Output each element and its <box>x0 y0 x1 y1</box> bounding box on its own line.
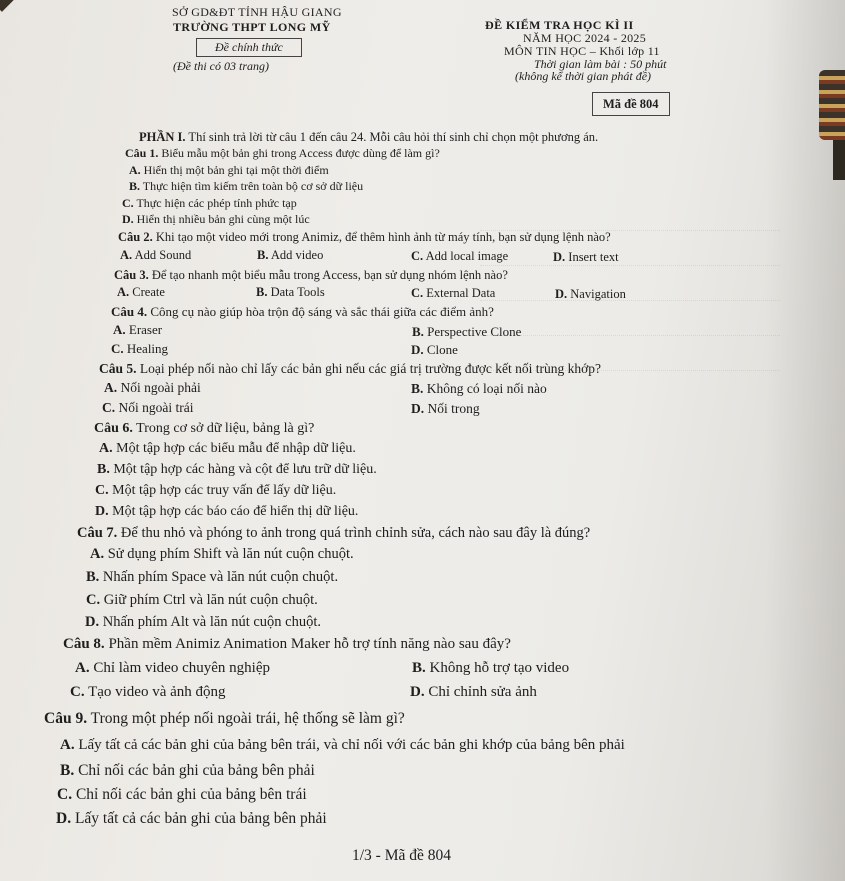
option-label: C. <box>57 786 73 803</box>
q6-option-d <box>95 504 358 520</box>
q3-option-b <box>256 285 325 300</box>
option-text: Một tập hợp các truy vấn để lấy dữ liệu. <box>108 483 337 498</box>
option-label: C. <box>70 684 85 700</box>
question-label: Câu 5. <box>99 361 137 376</box>
option-text: Chỉ làm video chuyên nghiệp <box>89 660 270 676</box>
option-text: Thực hiện tìm kiếm trên toàn bộ cơ sở dữ liệu <box>140 179 364 193</box>
q7-option-c <box>86 592 318 609</box>
option-label: D. <box>85 614 100 630</box>
background-object <box>819 70 845 140</box>
option-label: A. <box>120 248 133 262</box>
duration: Thời gian làm bài : 50 phút <box>534 57 667 71</box>
option-text: Tạo video và ảnh động <box>84 684 226 700</box>
question-label: Câu 1. <box>125 146 159 160</box>
q1-option-c <box>122 196 297 211</box>
q5-option-c <box>102 400 193 416</box>
question-7 <box>77 525 590 542</box>
school-year: NĂM HỌC 2024 - 2025 <box>523 31 647 45</box>
option-text: Lấy tất cả các bản ghi của bảng bên trái, và chỉ nối với các bản ghi khớp của bảng bên phải <box>74 737 625 753</box>
option-text: Một tập hợp các hàng và cột để lưu trữ dữ liệu. <box>109 462 377 477</box>
question-label: Câu 8. <box>63 636 105 652</box>
option-label: D. <box>411 342 424 357</box>
question-text: Phần mềm Animiz Animation Maker hỗ trợ tính năng nào sau đây? <box>104 636 511 652</box>
question-text: Trong một phép nối ngoài trái, hệ thống sẽ làm gì? <box>87 710 405 727</box>
option-label: B. <box>411 381 424 396</box>
option-label: A. <box>113 322 126 337</box>
option-label: C. <box>122 196 134 210</box>
option-label: D. <box>56 810 72 827</box>
q3-option-d <box>555 287 626 302</box>
question-text: Biểu mẫu một bản ghi trong Access được dùng để làm gì? <box>158 146 440 160</box>
option-text: Insert text <box>565 250 619 264</box>
option-label: C. <box>411 249 424 263</box>
option-text: External Data <box>423 286 496 300</box>
bleed-through-texture <box>480 218 780 438</box>
option-label: D. <box>95 504 109 519</box>
option-text: Nhấn phím Alt và lăn nút cuộn chuột. <box>99 614 322 630</box>
question-5 <box>99 361 601 377</box>
question-1 <box>125 146 440 161</box>
option-text: Clone <box>423 342 458 357</box>
option-text: Create <box>129 285 165 299</box>
question-text: Khi tạo một video mới trong Animiz, để thêm hình ảnh từ máy tính, bạn sử dụng lệnh nào? <box>152 230 611 244</box>
option-label: D. <box>411 401 425 416</box>
q5-option-a <box>104 380 201 396</box>
q8-option-b <box>412 660 569 677</box>
option-text: Chỉ chỉnh sửa ảnh <box>424 684 537 700</box>
option-label: A. <box>99 441 113 456</box>
option-text: Thực hiện các phép tính phức tạp <box>133 196 297 210</box>
q2-option-d <box>553 250 619 265</box>
option-text: Nối trong <box>424 401 480 416</box>
duration-note: (không kể thời gian phát đề) <box>515 69 652 83</box>
department-name: SỞ GD&ĐT TỈNH HẬU GIANG <box>172 5 342 19</box>
option-label: A. <box>90 546 105 562</box>
option-label: A. <box>104 380 118 395</box>
question-label: Câu 3. <box>114 268 149 282</box>
option-label: B. <box>129 179 141 193</box>
question-label: Câu 7. <box>77 525 118 541</box>
question-9 <box>44 710 405 728</box>
q3-option-c <box>411 286 495 301</box>
page-corner-shadow <box>0 0 15 12</box>
option-label: A. <box>75 660 90 676</box>
question-label: Câu 9. <box>44 710 88 727</box>
q6-option-b <box>97 462 377 478</box>
question-text: Công cụ nào giúp hòa trộn độ sáng và sắc thái giữa các điểm ảnh? <box>147 304 494 319</box>
q2-option-a <box>120 248 191 263</box>
option-text: Sử dụng phím Shift và lăn nút cuộn chuột. <box>104 546 354 562</box>
option-label: C. <box>86 592 101 608</box>
q9-option-a <box>60 737 625 754</box>
q3-option-a <box>117 285 165 300</box>
option-label: B. <box>412 324 424 339</box>
q1-option-d <box>122 212 310 227</box>
pages-note: (Đề thi có 03 trang) <box>173 59 269 73</box>
option-text: Add local image <box>423 249 509 263</box>
school-name: TRƯỜNG THPT LONG MỸ <box>173 20 331 34</box>
q7-option-d <box>85 614 321 631</box>
q4-option-b <box>412 324 521 340</box>
option-text: Add video <box>268 248 324 262</box>
question-3 <box>114 268 508 283</box>
question-8 <box>63 636 511 653</box>
option-label: C. <box>95 483 109 498</box>
question-text: Loại phép nối nào chỉ lấy các bản ghi nếu các giá trị trường được kết nối trùng khớp? <box>136 361 602 376</box>
option-text: Một tập hợp các biểu mẫu để nhập dữ liệu. <box>112 441 356 456</box>
option-label: C. <box>111 341 124 356</box>
option-label: A. <box>117 285 130 299</box>
option-label: D. <box>410 684 425 700</box>
option-text: Chỉ nối các bản ghi của bảng bên trái <box>72 786 307 803</box>
q4-option-d <box>411 342 458 358</box>
option-label: B. <box>256 285 268 299</box>
option-text: Data Tools <box>267 285 325 299</box>
option-label: B. <box>412 660 426 676</box>
option-text: Healing <box>123 341 169 356</box>
option-label: D. <box>122 212 134 226</box>
question-6 <box>94 421 314 437</box>
q2-option-b <box>257 248 323 263</box>
part-label: PHẦN I. <box>139 130 186 144</box>
background-object-dark <box>833 140 845 180</box>
q7-option-a <box>90 546 354 563</box>
option-label: C. <box>102 400 116 415</box>
subject: MÔN TIN HỌC – Khối lớp 11 <box>504 44 660 58</box>
option-text: Chỉ nối các bản ghi của bảng bên phải <box>74 762 315 779</box>
option-text: Nối ngoài phải <box>117 380 201 395</box>
option-text: Giữ phím Ctrl và lăn nút cuộn chuột. <box>100 592 318 608</box>
option-label: D. <box>553 250 566 264</box>
option-text: Navigation <box>567 287 626 301</box>
q1-option-a <box>129 163 329 178</box>
exam-title: ĐỀ KIỂM TRA HỌC KÌ II <box>485 18 634 32</box>
part-text: Thí sinh trả lời từ câu 1 đến câu 24. Mỗi câu hỏi thí sinh chỉ chọn một phương án. <box>185 130 599 144</box>
option-label: B. <box>86 569 100 585</box>
q9-option-b <box>60 762 315 780</box>
q1-option-b <box>129 179 363 194</box>
option-label: A. <box>60 737 75 753</box>
q5-option-d <box>411 401 480 417</box>
option-label: B. <box>97 462 110 477</box>
option-text: Hiển thị một bản ghi tại một thời điểm <box>140 163 329 177</box>
option-label: B. <box>257 248 269 262</box>
option-text: Perspective Clone <box>423 324 522 339</box>
option-text: Một tập hợp các báo cáo để hiển thị dữ liệu. <box>108 504 359 519</box>
option-label: B. <box>60 762 75 779</box>
q7-option-b <box>86 569 338 586</box>
question-2 <box>118 230 611 245</box>
page-footer: 1/3 - Mã đề 804 <box>352 847 452 864</box>
q8-option-a <box>75 660 270 677</box>
question-label: Câu 2. <box>118 230 153 244</box>
option-label: D. <box>555 287 568 301</box>
question-label: Câu 6. <box>94 421 133 436</box>
q8-option-c <box>70 684 226 701</box>
option-text: Nối ngoài trái <box>115 400 194 415</box>
option-text: Add Sound <box>132 248 192 262</box>
question-text: Để tạo nhanh một biểu mẫu trong Access, bạn sử dụng nhóm lệnh nào? <box>148 268 508 282</box>
q4-option-c <box>111 341 168 357</box>
option-text: Không hỗ trợ tạo video <box>425 660 570 676</box>
official-label: Đề chính thức <box>196 38 302 57</box>
q2-option-c <box>411 249 508 264</box>
option-text: Lấy tất cả các bản ghi của bảng bên phải <box>71 810 327 827</box>
question-4 <box>111 304 494 320</box>
q8-option-d <box>410 684 537 701</box>
option-text: Hiển thị nhiều bản ghi cùng một lúc <box>133 212 310 226</box>
q6-option-a <box>99 441 356 457</box>
option-text: Nhấn phím Space và lăn nút cuộn chuột. <box>99 569 339 585</box>
q4-option-a <box>113 322 162 338</box>
q5-option-b <box>411 381 547 397</box>
question-text: Để thu nhỏ và phóng to ảnh trong quá trình chỉnh sửa, cách nào sau đây là đúng? <box>117 525 591 541</box>
option-text: Không có loại nối nào <box>423 381 547 396</box>
option-text: Eraser <box>125 322 163 337</box>
question-label: Câu 4. <box>111 304 148 319</box>
option-label: A. <box>129 163 141 177</box>
option-label: C. <box>411 286 424 300</box>
q9-option-d <box>56 810 327 828</box>
question-text: Trong cơ sở dữ liệu, bảng là gì? <box>132 421 315 436</box>
q6-option-c <box>95 483 336 499</box>
part-instruction <box>139 130 598 145</box>
exam-code-box: Mã đề 804 <box>592 92 670 116</box>
q9-option-c <box>57 786 307 804</box>
